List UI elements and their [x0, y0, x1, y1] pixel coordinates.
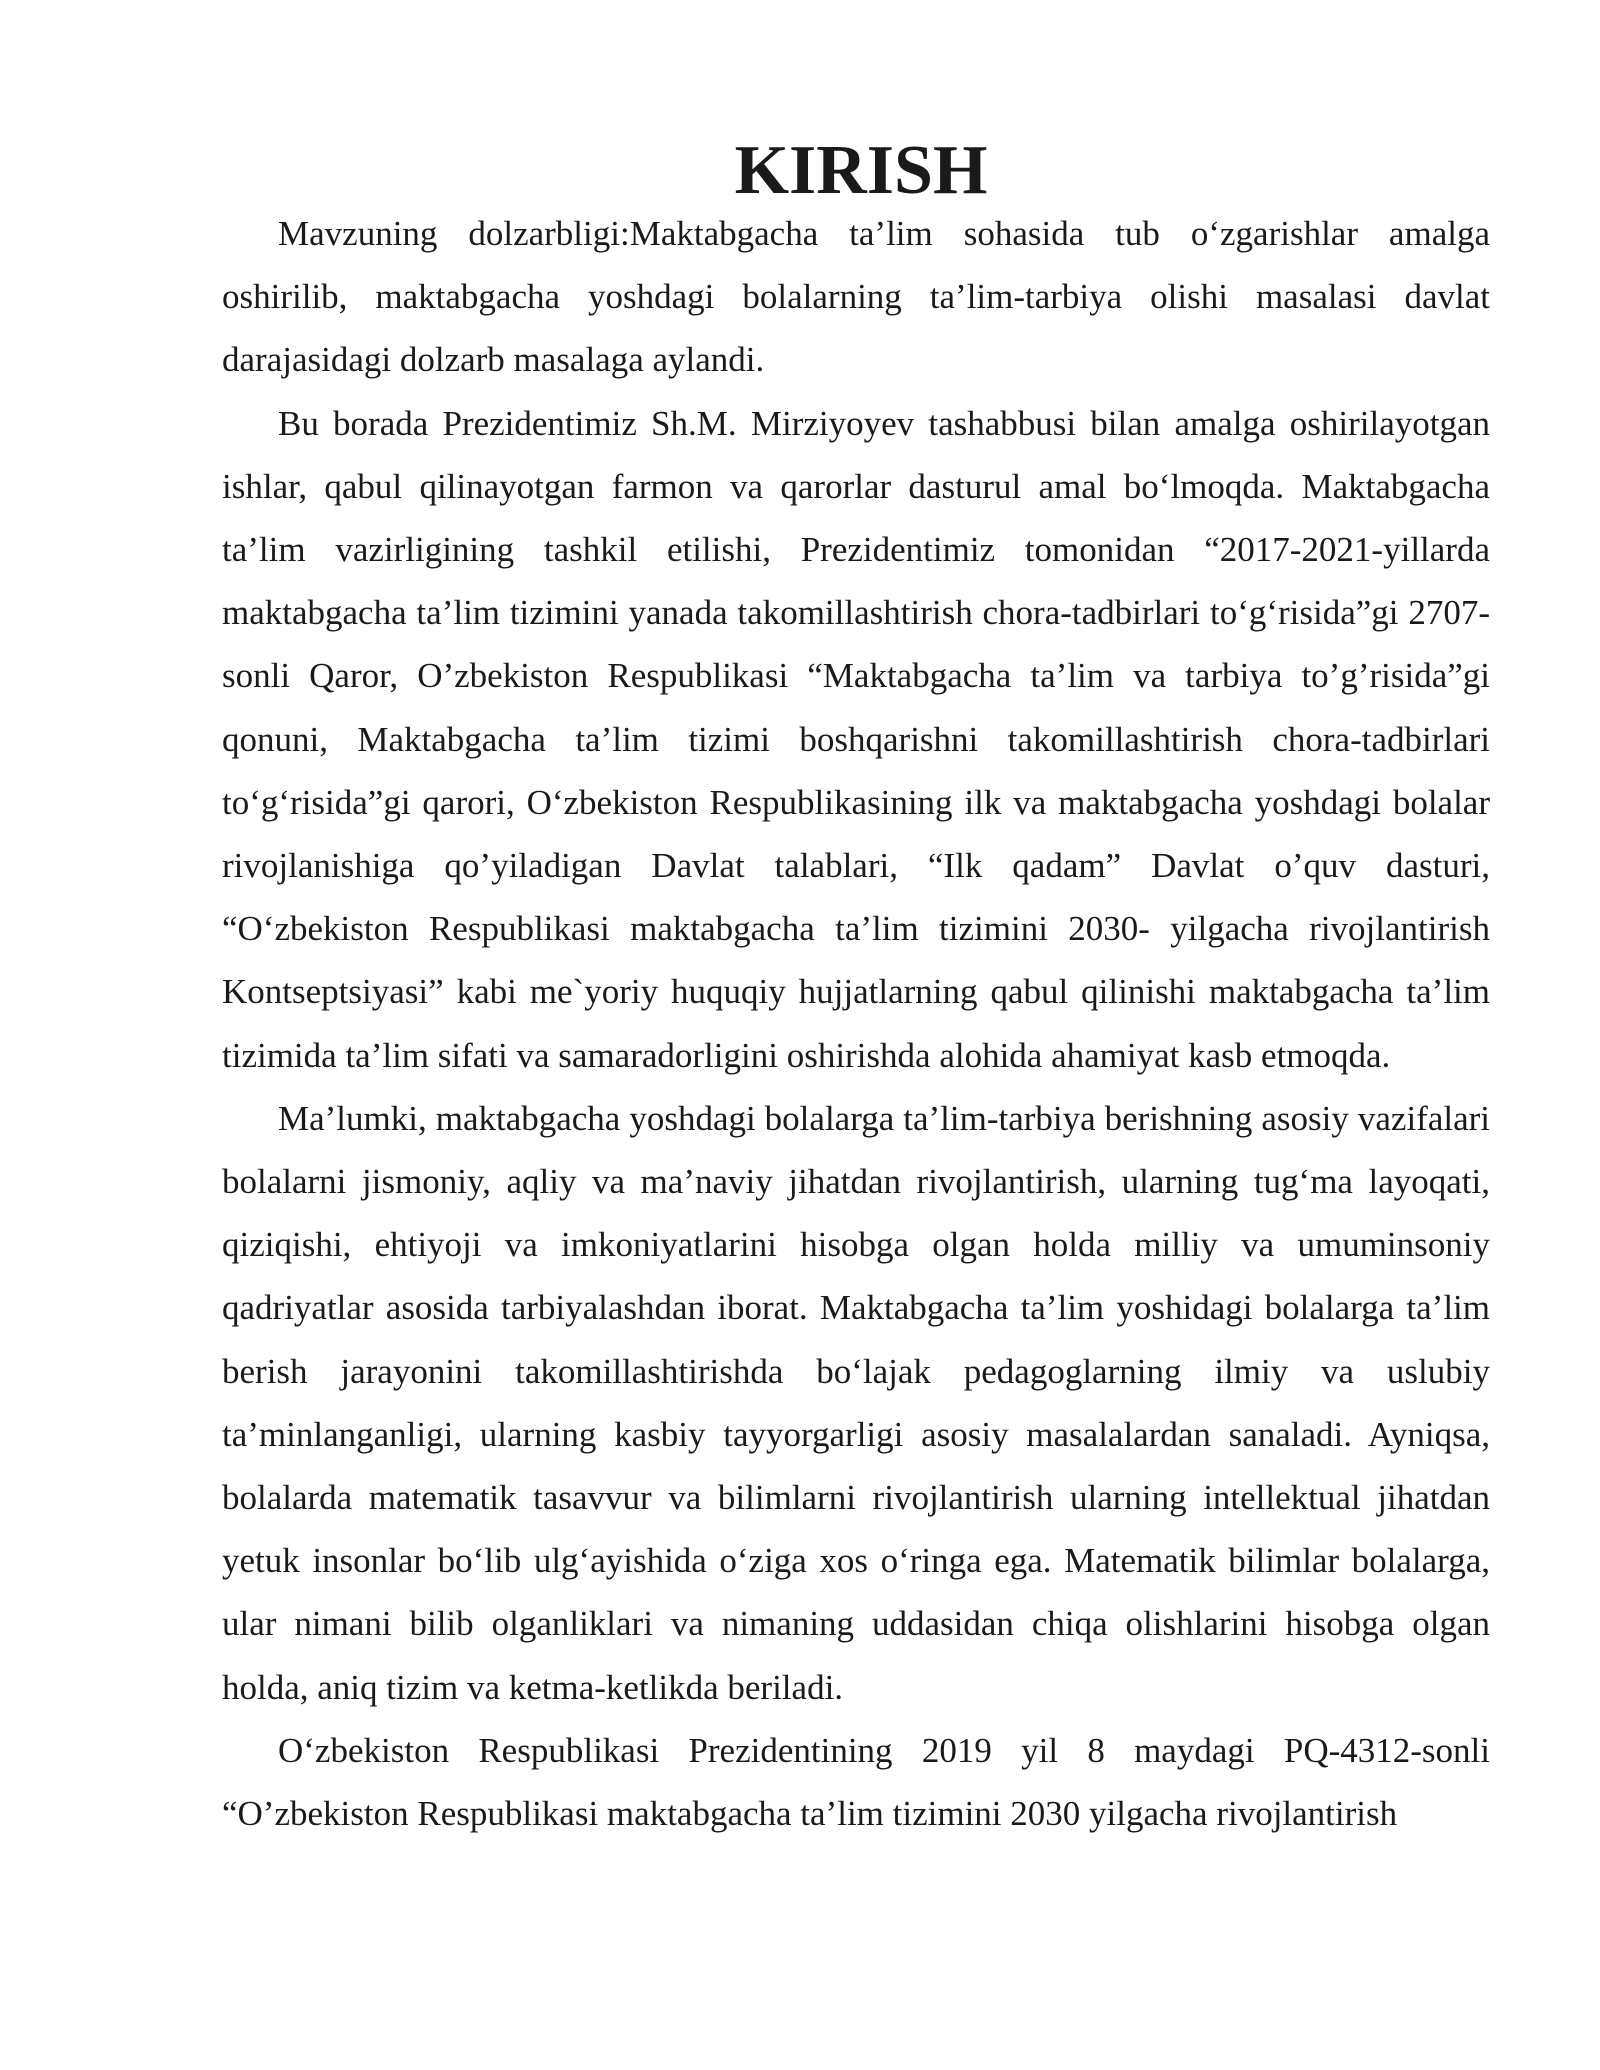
paragraph-presidential-decree: O‘zbekiston Respublikasi Prezidentining 2019 yil 8 maydagi PQ-4312-sonli “O’zbekiston Respublikasi maktabgacha ta’lim tizimini 2030 yilgacha rivojlantirish	[222, 1730, 1490, 1834]
paragraph-regulations: Bu borada Prezidentimiz Sh.M. Mirziyoyev tashabbusi bilan amalga oshirilayotgan ishlar, qabul qilinayotgan farmon va qarorlar dasturul amal bo‘lmoqda. Maktabgacha ta’lim vazirligining tashkil etilishi, Prezidentimiz tomonidan “2017-2021-yillarda maktabgacha ta’lim tizimini yanada takomillashtirish chora-tadbirlari to‘g‘risida”gi 2707-sonli Qaror, O’zbekiston Respublikasi “Maktabgacha ta’lim va tarbiya to’g’risida”gi qonuni, Maktabgacha ta’lim tizimi boshqarishni takomillashtirish chora-tadbirlari to‘g‘risida”gi qarori, O‘zbekiston Respublikasining ilk va maktabgacha yoshdagi bolalar rivojlanishiga qo’yiladigan Davlat talablari, “Ilk qadam” Davlat o’quv dasturi, “O‘zbekiston Respublikasi maktabgacha ta’lim tizimini 2030- yilgacha rivojlantirish Kontseptsiyasi” kabi me`yoriy huquqiy hujjatlarning qabul qilinishi maktabgacha ta’lim tizimida ta’lim sifati va samaradorligini oshirishda alohida ahamiyat kasb etmoqda.	[222, 403, 1490, 1075]
section-title: KIRISH	[734, 132, 988, 209]
document-page	[222, 132, 1490, 1845]
paragraph-relevance: Mavzuning dolzarbligi:Maktabgacha ta’lim sohasida tub o‘zgarishlar amalga oshirilib, maktabgacha yoshdagi bolalarning ta’lim-tarbiya olishi masalasi davlat darajasidagi dolzarb masalaga aylandi.	[222, 214, 1490, 380]
paragraph-education-tasks: Ma’lumki, maktabgacha yoshdagi bolalarga ta’lim-tarbiya berishning asosiy vazifalari bolalarni jismoniy, aqliy va ma’naviy jihatdan rivojlantirish, ularning tug‘ma layoqati, qiziqishi, ehtiyoji va imkoniyatlarini hisobga olgan holda milliy va umuminsoniy qadriyatlar asosida tarbiyalashdan iborat. Maktabgacha ta’lim yoshidagi bolalarga ta’lim berish jarayonini takomillashtirishda bo‘lajak pedagoglarning ilmiy va uslubiy ta’minlanganligi, ularning kasbiy tayyorgarligi asosiy masalalardan sanaladi. Ayniqsa, bolalarda matematik tasavvur va bilimlarni rivojlantirish ularning intellektual jihatdan yetuk insonlar bo‘lib ulg‘ayishida o‘ziga xos o‘ringa ega. Matematik bilimlar bolalarga, ular nimani bilib olganliklari va nimaning uddasidan chiqa olishlarini hisobga olgan holda, aniq tizim va ketma-ketlikda beriladi.	[222, 1098, 1490, 1707]
